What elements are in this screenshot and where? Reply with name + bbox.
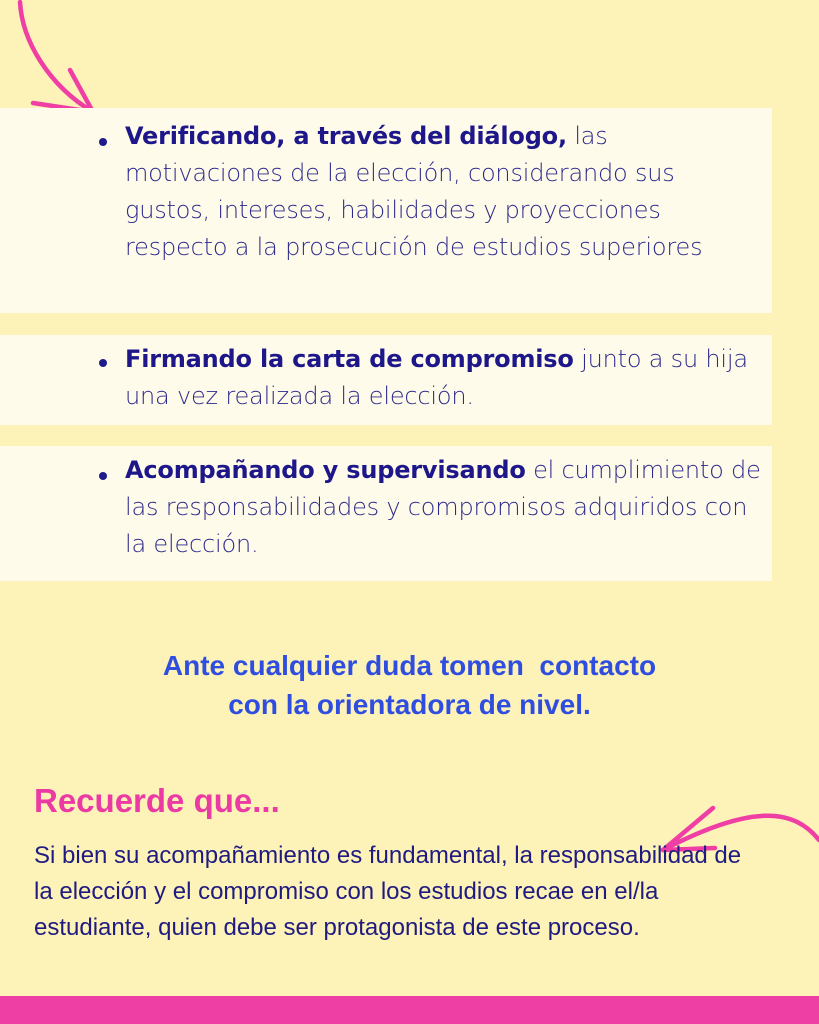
card-text-bold: Verificando, a través del diálogo, — [125, 122, 567, 150]
contact-line-2: con la orientadora de nivel. — [228, 689, 591, 720]
card-text-bold: Firmando la carta de compromiso — [125, 345, 574, 373]
info-card-commitment — [0, 335, 772, 425]
contact-line-1: Ante cualquier duda tomen contacto — [162, 650, 657, 681]
bullet-icon — [99, 359, 107, 367]
bullet-icon — [99, 472, 107, 480]
remember-title: Recuerde que... — [34, 782, 280, 819]
info-card-dialogue — [0, 108, 772, 313]
bullet-icon — [99, 138, 107, 146]
card-text — [125, 452, 765, 563]
card-text-body: junto a su hija una vez realizada la elección. — [125, 345, 748, 410]
card-text — [125, 341, 765, 415]
bottom-bar — [0, 996, 819, 1024]
info-card-supervision — [0, 446, 772, 581]
card-text-bold: Acompañando y supervisando — [125, 456, 526, 484]
contact-callout — [0, 646, 819, 724]
card-text-body: las motivaciones de la elección, considerando sus gustos, intereses, habilidades y proyecciones respecto a la prosecución de estudios superiores — [125, 122, 703, 261]
card-text — [125, 118, 765, 266]
card-text-body: el cumplimiento de las responsabilidades y compromisos adquiridos con la elección. — [125, 456, 761, 558]
remember-text: Si bien su acompañamiento es fundamental, la responsabilidad de la elección y el compromiso con los estudios recae en el/la estudiante, quien debe ser protagonista de este proceso. — [34, 842, 742, 941]
